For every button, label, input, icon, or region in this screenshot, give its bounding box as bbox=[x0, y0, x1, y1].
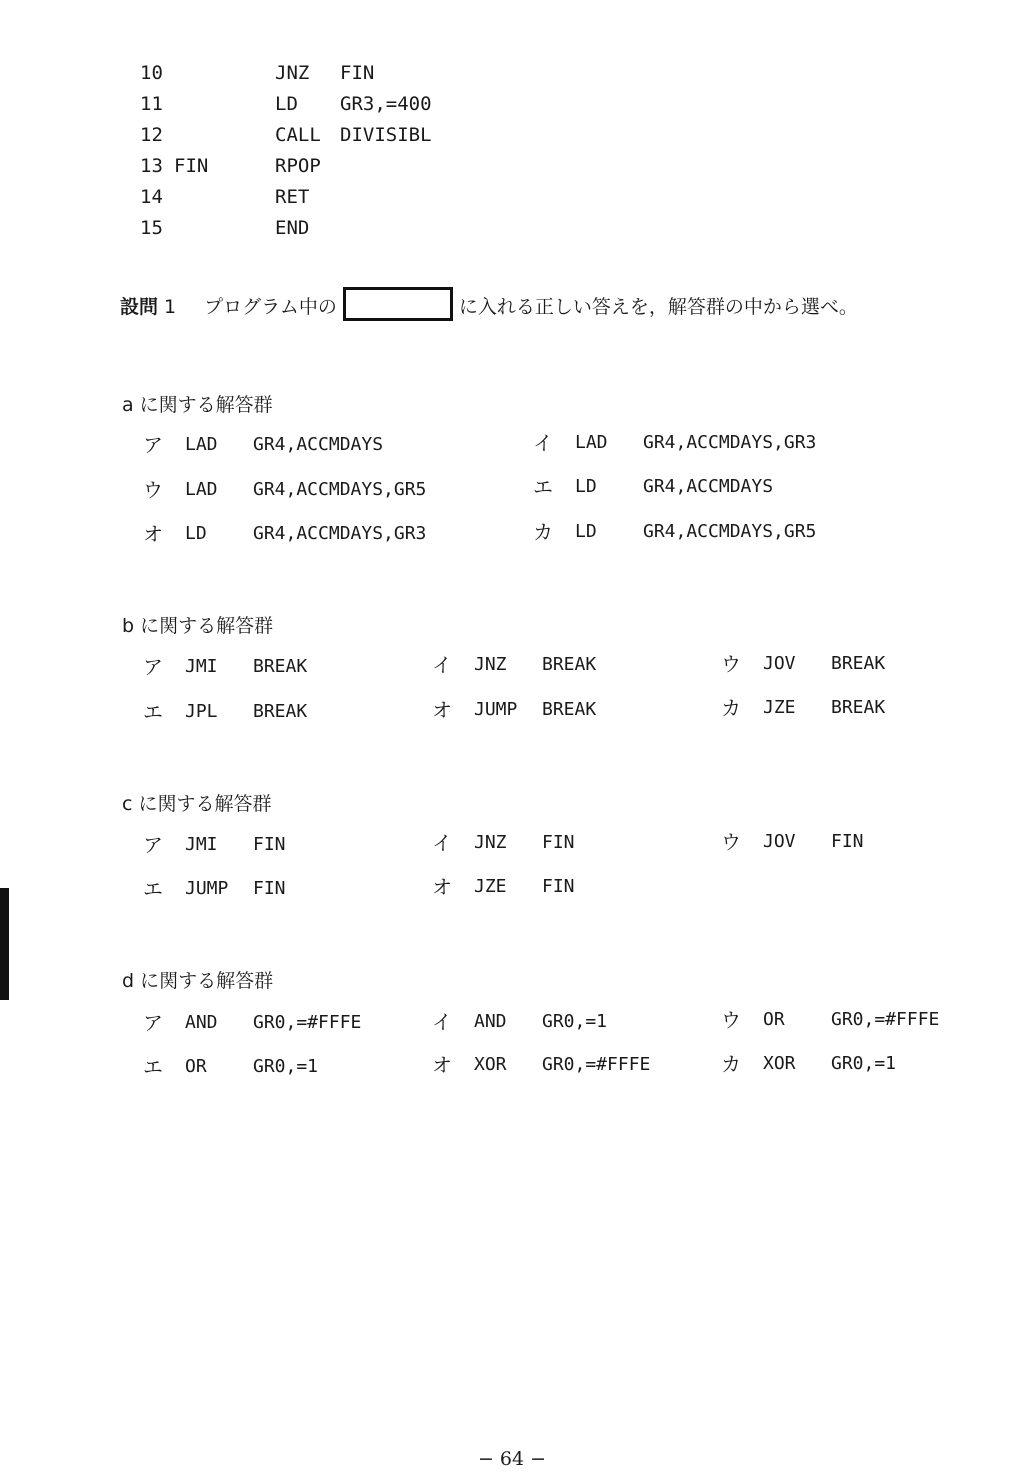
choice-opcode: LD bbox=[575, 476, 597, 497]
line-number: 15 bbox=[140, 217, 163, 239]
choice-kana: ア bbox=[143, 833, 163, 857]
choice-opcode: JZE bbox=[474, 876, 507, 897]
line-opcode: JNZ bbox=[275, 62, 310, 84]
choice-kana: イ bbox=[432, 1010, 452, 1034]
choice-opcode: JZE bbox=[763, 697, 796, 718]
choice-opcode: JMI bbox=[185, 656, 218, 677]
choice-kana: カ bbox=[721, 1052, 741, 1076]
choice-opcode: XOR bbox=[474, 1054, 507, 1075]
line-number: 13 bbox=[140, 155, 163, 177]
line-number: 11 bbox=[140, 93, 163, 115]
blank-box-icon bbox=[343, 287, 453, 321]
choice-kana: エ bbox=[143, 877, 163, 901]
choice-kana: ウ bbox=[721, 652, 741, 676]
choice-operand: GR4,ACCMDAYS bbox=[643, 476, 774, 497]
choice-operand: GR4,ACCMDAYS,GR5 bbox=[643, 521, 817, 542]
choice-kana: エ bbox=[143, 700, 163, 724]
choice-opcode: JMI bbox=[185, 834, 218, 855]
choice-kana: ウ bbox=[721, 1008, 741, 1032]
choice-kana: イ bbox=[432, 831, 452, 855]
page-number: − 64 − bbox=[477, 1448, 547, 1470]
choice-kana: ア bbox=[143, 433, 163, 457]
question-text-before: プログラム中の bbox=[204, 296, 337, 318]
choice-opcode: LD bbox=[185, 523, 207, 544]
question-heading: 設問 bbox=[120, 296, 159, 318]
choice-kana: ウ bbox=[143, 478, 163, 502]
choice-operand: GR0,=1 bbox=[253, 1056, 319, 1077]
choice-operand: FIN bbox=[253, 878, 286, 899]
choice-kana: オ bbox=[432, 698, 452, 722]
choice-kana: ア bbox=[143, 655, 163, 679]
choice-operand: GR0,=#FFFE bbox=[542, 1054, 651, 1075]
choice-operand: FIN bbox=[542, 832, 575, 853]
line-number: 10 bbox=[140, 62, 163, 84]
choice-operand: FIN bbox=[253, 834, 286, 855]
choice-opcode: JOV bbox=[763, 653, 796, 674]
question-text-after: に入れる正しい答えを，解答群の中から選べ。 bbox=[458, 296, 858, 318]
choice-kana: カ bbox=[533, 520, 553, 544]
choice-operand: BREAK bbox=[831, 697, 886, 718]
choice-opcode: JOV bbox=[763, 831, 796, 852]
choice-kana: エ bbox=[143, 1055, 163, 1079]
choice-opcode: JNZ bbox=[474, 832, 507, 853]
answer-group-b-title: b に関する解答群 bbox=[122, 615, 274, 637]
choice-opcode: OR bbox=[185, 1056, 207, 1077]
line-label: FIN bbox=[174, 155, 209, 177]
answer-group-c-title: c に関する解答群 bbox=[122, 793, 272, 815]
line-opcode: LD bbox=[275, 93, 298, 115]
choice-opcode: LAD bbox=[185, 479, 218, 500]
choice-kana: ア bbox=[143, 1011, 163, 1035]
choice-operand: BREAK bbox=[542, 654, 597, 675]
choice-kana: オ bbox=[143, 522, 163, 546]
question-1 bbox=[120, 292, 858, 321]
line-opcode: RET bbox=[275, 186, 310, 208]
line-opcode: RPOP bbox=[275, 155, 321, 177]
choice-operand: GR4,ACCMDAYS,GR3 bbox=[253, 523, 427, 544]
choice-kana: カ bbox=[721, 696, 741, 720]
answer-group-a-title: a に関する解答群 bbox=[122, 394, 273, 416]
choice-kana: オ bbox=[432, 875, 452, 899]
choice-operand: BREAK bbox=[253, 656, 308, 677]
choice-opcode: AND bbox=[185, 1012, 218, 1033]
page-edge-mark bbox=[0, 888, 9, 1000]
choice-opcode: JNZ bbox=[474, 654, 507, 675]
answer-group-d-title: d に関する解答群 bbox=[122, 970, 274, 992]
choice-operand: BREAK bbox=[542, 699, 597, 720]
choice-operand: GR0,=1 bbox=[542, 1011, 608, 1032]
choice-opcode: AND bbox=[474, 1011, 507, 1032]
line-operand: GR3,=400 bbox=[340, 93, 432, 115]
choice-opcode: JPL bbox=[185, 701, 218, 722]
line-number: 14 bbox=[140, 186, 163, 208]
choice-operand: FIN bbox=[831, 831, 864, 852]
choice-kana: オ bbox=[432, 1053, 452, 1077]
choice-operand: GR4,ACCMDAYS bbox=[253, 434, 384, 455]
choice-operand: GR0,=#FFFE bbox=[253, 1012, 362, 1033]
line-number: 12 bbox=[140, 124, 163, 146]
line-operand: DIVISIBL bbox=[340, 124, 432, 146]
choice-opcode: LAD bbox=[575, 432, 608, 453]
choice-kana: イ bbox=[432, 653, 452, 677]
choice-opcode: LAD bbox=[185, 434, 218, 455]
choice-kana: イ bbox=[533, 431, 553, 455]
choice-operand: GR4,ACCMDAYS,GR3 bbox=[643, 432, 817, 453]
choice-opcode: JUMP bbox=[185, 878, 229, 899]
choice-opcode: XOR bbox=[763, 1053, 796, 1074]
choice-kana: ウ bbox=[721, 830, 741, 854]
choice-operand: BREAK bbox=[253, 701, 308, 722]
line-opcode: CALL bbox=[275, 124, 321, 146]
choice-operand: GR0,=#FFFE bbox=[831, 1009, 940, 1030]
choice-opcode: LD bbox=[575, 521, 597, 542]
choice-kana: エ bbox=[533, 475, 553, 499]
question-number: 1 bbox=[164, 296, 177, 318]
choice-operand: GR4,ACCMDAYS,GR5 bbox=[253, 479, 427, 500]
choice-operand: GR0,=1 bbox=[831, 1053, 897, 1074]
choice-operand: FIN bbox=[542, 876, 575, 897]
line-opcode: END bbox=[275, 217, 310, 239]
choice-operand: BREAK bbox=[831, 653, 886, 674]
choice-opcode: JUMP bbox=[474, 699, 518, 720]
line-operand: FIN bbox=[340, 62, 375, 84]
choice-opcode: OR bbox=[763, 1009, 785, 1030]
